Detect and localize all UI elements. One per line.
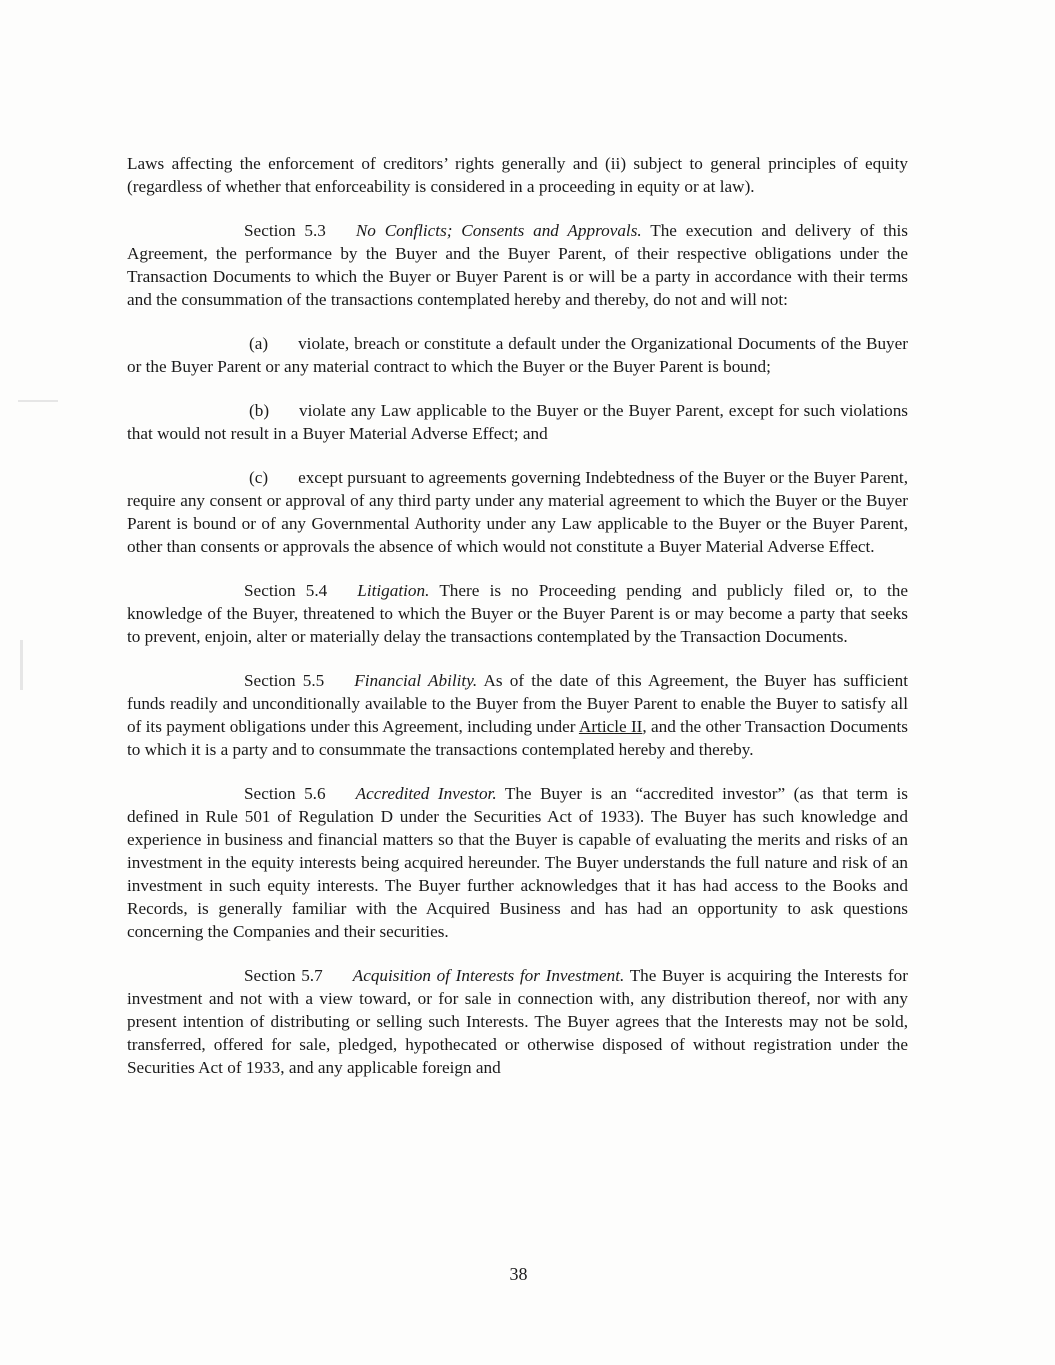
section-title: No Conflicts; Consents and Approvals.	[355, 221, 642, 240]
clause-b	[127, 399, 908, 445]
section-body-continued: , and the other Transaction Documents to which it is a party and to consummate the transactions contemplated hereby and thereby.	[127, 717, 908, 759]
clause-label: (b)	[249, 401, 270, 420]
section-title: Litigation.	[357, 581, 430, 600]
section-body: The Buyer is an “accredited investor” (as that term is defined in Rule 501 of Regulation D under the Securities Act of 1933). The Buyer has such knowledge and experience in business and financial matters so that the Buyer is capable of evaluating the merits and risks of an investment in the equity interests being acquired hereunder. The Buyer understands the full nature and risk of an investment in such equity interests. The Buyer further acknowledges that it has had access to the Books and Records, is generally familiar with the Acquired Business and has had an opportunity to ask questions concerning the Companies and their securities.	[127, 784, 908, 941]
section-label: Section 5.7	[244, 966, 323, 985]
section-5-4	[127, 579, 908, 648]
section-label: Section 5.5	[244, 671, 325, 690]
clause-a	[127, 332, 908, 378]
clause-c	[127, 466, 908, 558]
clause-label: (c)	[249, 468, 269, 487]
section-body: As of the date of this Agreement, the Buyer has sufficient funds readily and unconditionally available to the Buyer from the Buyer Parent to enable the Buyer to satisfy all of its payment obligations under this Agreement, including under	[127, 671, 909, 736]
section-title: Acquisition of Interests for Investment.	[352, 966, 625, 985]
document-body	[127, 152, 908, 1100]
section-body: The execution and delivery of this Agreement, the performance by the Buyer and the Buyer Parent, of their respective obligations under the Transaction Documents to which the Buyer or Buyer Parent is or will be a party in accordance with their terms and the consummation of the transactions contemplated hereby and thereby, do not and will not:	[127, 221, 908, 309]
article-ii-reference: Article II	[578, 717, 643, 736]
page-number: 38	[509, 1264, 528, 1284]
clause-body: violate, breach or constitute a default under the Organizational Documents of the Buyer or the Buyer Parent or any material contract to which the Buyer or the Buyer Parent is bound;	[127, 334, 908, 376]
section-label: Section 5.6	[244, 784, 326, 803]
section-body: There is no Proceeding pending and publicly filed or, to the knowledge of the Buyer, threatened to which the Buyer or the Buyer Parent is or may become a party that seeks to prevent, enjoin, alter or materially delay the transactions contemplated by the Transaction Documents.	[127, 581, 908, 646]
section-title: Accredited Investor.	[355, 784, 497, 803]
section-5-7	[127, 964, 908, 1079]
section-5-5	[127, 669, 908, 761]
section-label: Section 5.4	[244, 581, 328, 600]
clause-body: violate any Law applicable to the Buyer or the Buyer Parent, except for such violations that would not result in a Buyer Material Adverse Effect; and	[127, 401, 908, 443]
section-title: Financial Ability.	[354, 671, 478, 690]
section-5-3	[127, 219, 908, 311]
clause-body: except pursuant to agreements governing Indebtedness of the Buyer or the Buyer Parent, require any consent or approval of any third party under any material agreement to which the Buyer or the Buyer Parent is bound or of any Governmental Authority under any Law applicable to the Buyer or the Buyer Parent, other than consents or approvals the absence of which would not constitute a Buyer Material Adverse Effect.	[127, 468, 908, 556]
paragraph-continuation	[127, 152, 908, 198]
section-5-6	[127, 782, 908, 943]
section-label: Section 5.3	[244, 221, 326, 240]
section-body: The Buyer is acquiring the Interests for investment and not with a view toward, or for sale in connection with, any distribution thereof, nor with any present intention of distributing or selling such Interests. The Buyer agrees that the Interests may not be sold, transferred, offered for sale, pledged, hypothecated or otherwise disposed of without registration under the Securities Act of 1933, and any applicable foreign and	[127, 966, 908, 1077]
clause-label: (a)	[249, 334, 269, 353]
paragraph-text: Laws affecting the enforcement of creditors’ rights generally and (ii) subject to general principles of equity (regardless of whether that enforceability is considered in a proceeding in equity or at law).	[127, 154, 908, 196]
scan-artifact	[18, 400, 58, 402]
scan-artifact	[20, 640, 23, 690]
